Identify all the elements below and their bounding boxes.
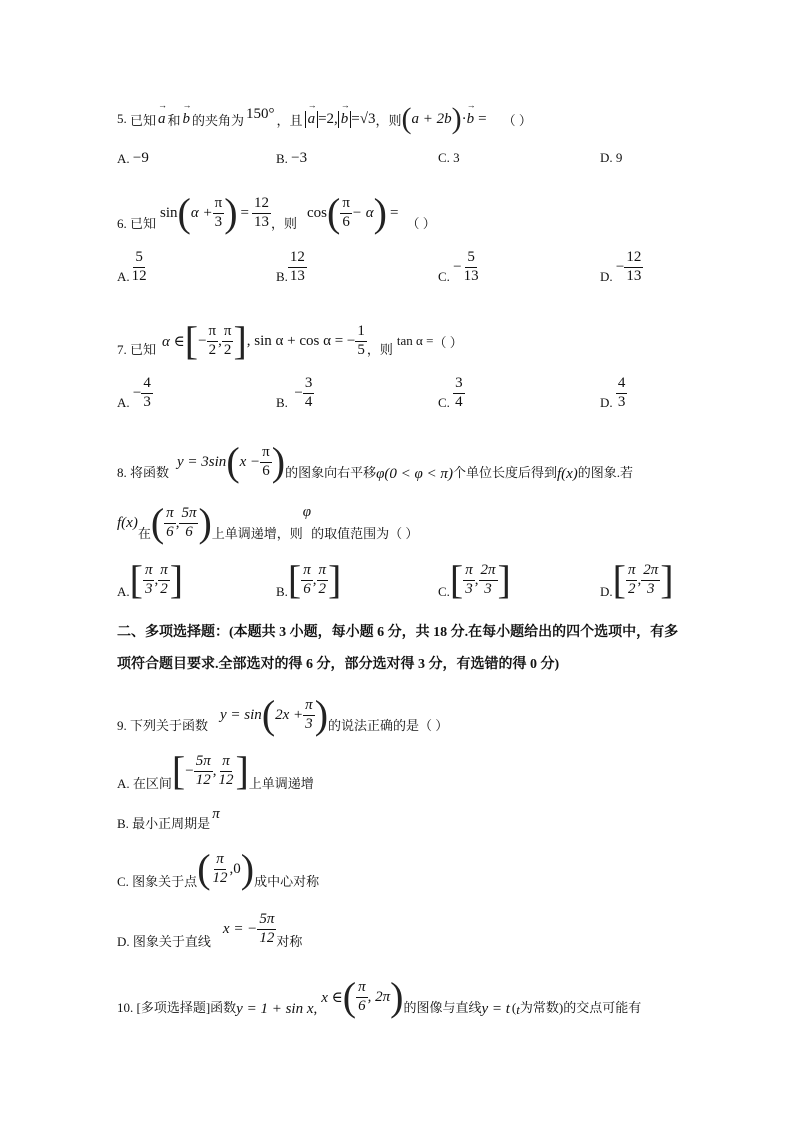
q5-option-b: B. −3 xyxy=(276,150,308,166)
q7-option-b: B. − $\frac{3}{4}$ xyxy=(276,375,313,410)
q9-number: 9. xyxy=(117,718,127,733)
q9-option-d: D. 图象关于直线 x = − $\frac{5\pi}{12}$ 对称 xyxy=(117,910,303,949)
q8-stem-line1: 8. 将函数 y = 3sin ( x − $\frac{\pi}{6}$ ) 的图象向右平移 φ(0 < φ < π) 个单位长度后得到 f(x) 的图象.若 xyxy=(117,439,634,484)
q9-stem: 9. 下列关于函数 y = sin ( 2x + $\frac{\pi}{3}$ ) 的说法正确的是（ ） xyxy=(117,692,449,737)
q10-stem: 10. [多项选择题]函数 y = 1 + sin x , x ∈ ( $\frac{\pi}{6}$ , 2π ) 的图像与直线 y = t ( t 为常数)的交点可能有 xyxy=(117,974,642,1019)
q7-option-c: C. $\frac{3}{4}$ xyxy=(438,375,463,410)
q8-option-b: B. [ $\frac{\pi}{6}$ , $\frac{\pi}{2}$ ] xyxy=(276,557,342,602)
q7-number: 7. xyxy=(117,342,127,357)
section-heading-line2: 项符合题目要求.全部选对的得 6 分，部分选对得 3 分，有选错的得 0 分) xyxy=(117,657,560,672)
q7-stem: 7. 已知 α ∈ [ − $\frac{\pi}{2}$ , $\frac{\pi}{2}$ ] , sin α + cos α = − $\frac{1}{5}$ ，则 tan α = （ ） xyxy=(117,318,463,363)
q6-stem: 6. 已知 sin ( α + $\frac{\pi}{3}$ ) = $\frac{12}{13}$ ，则 cos ( $\frac{\pi}{6}$ − α ) = （ ） xyxy=(117,190,436,235)
q8-stem-line2: f(x) 在 ( $\frac{\pi}{6}$ , $\frac{5\pi}{6}$ ) 上单调递增，则 φ 的取值范围为（ ） xyxy=(117,500,419,545)
q6-option-a: A. $\frac{5}{12}$ xyxy=(117,249,147,284)
q5-option-c: C. 3 xyxy=(438,150,460,165)
answer-blank: （ ） xyxy=(433,334,463,350)
answer-blank: （ ） xyxy=(406,216,436,231)
q8-option-d: D. [ $\frac{\pi}{2}$ , $\frac{2\pi}{3}$ ] xyxy=(600,557,674,602)
q6-option-d: D. − $\frac{12}{13}$ xyxy=(600,249,642,284)
q8-option-a: A. [ $\frac{\pi}{3}$ , $\frac{\pi}{2}$ ] xyxy=(117,557,184,602)
q6-option-c: C. − $\frac{5}{13}$ xyxy=(438,249,479,284)
abs-a: → a xyxy=(305,111,319,128)
vector-b: → b xyxy=(183,111,191,128)
q8-number: 8. xyxy=(117,465,127,480)
q9-option-b: B. 最小正周期是 π xyxy=(117,806,220,831)
q6-number: 6. xyxy=(117,216,127,231)
q6-option-b: B. $\frac{12}{13}$ xyxy=(276,249,305,284)
q5-option-a: A. −9 xyxy=(117,150,149,166)
vector-a: → a xyxy=(158,111,166,128)
q5-stem: 5. 已知 → a 和 → b 的夹角为 150° ，且 → a =2, → b =√3 ，则 ( a + 2b ) · → b = （ ） xyxy=(117,104,532,134)
q10-number: 10. xyxy=(117,1000,134,1015)
q8-option-c: C. [ $\frac{\pi}{3}$ , $\frac{2\pi}{3}$ ] xyxy=(438,557,511,602)
section-heading-line1: 二、多项选择题：(本题共 3 小题，每小题 6 分，共 18 分.在每小题给出的四个选项中，有多 xyxy=(117,625,679,640)
angle-value: 150° xyxy=(246,105,275,122)
q5-expression: a + 2b xyxy=(411,110,452,127)
answer-blank: （ ） xyxy=(502,112,532,128)
q5-option-d: D. 9 xyxy=(600,150,623,165)
q9-option-c: C. 图象关于点 ( $\frac{\pi}{12}$ ,0 ) 成中心对称 xyxy=(117,846,320,891)
q5-number: 5. xyxy=(117,111,127,126)
q7-option-d: D. $\frac{4}{3}$ xyxy=(600,375,626,410)
q9-option-a: A. 在区间 [ − $\frac{5\pi}{12}$ , $\frac{\pi}{12}$ ] 上单调递增 xyxy=(117,748,314,793)
abs-b: → b xyxy=(338,111,352,128)
q7-option-a: A. − $\frac{4}{3}$ xyxy=(117,375,151,410)
